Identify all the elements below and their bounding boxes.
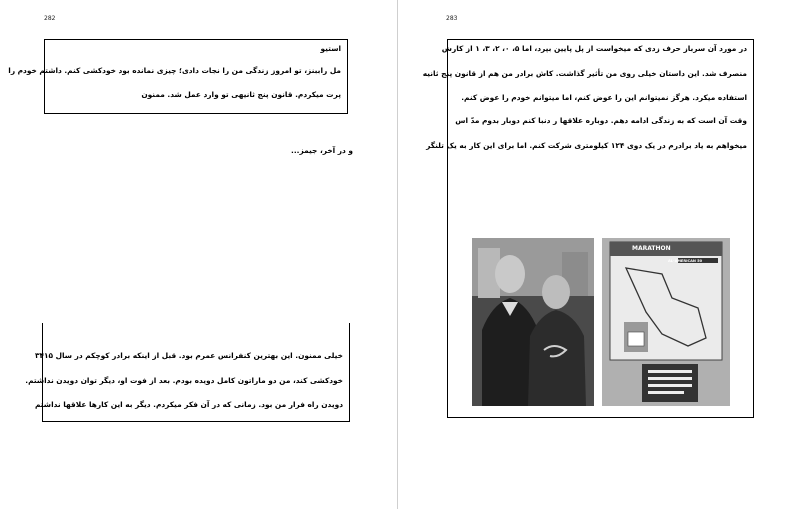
page-number: 283 xyxy=(446,15,458,22)
quote-box-steve xyxy=(8,39,348,114)
box-line: وقت آن است که به زندگی ادامه دهم. دوباره علاقها ر دنبا کنم دوبار بدوم مدّ اس xyxy=(455,116,747,125)
box-line: منصرف شد. این داستان خیلی روی من تأثیر گذاشت. کاش برادر من هم از قانون پنج ثانیه xyxy=(422,69,747,78)
photo-marathon-poster xyxy=(602,238,730,406)
photo-two-men xyxy=(472,238,594,406)
box-line: میخواهم به یاد برادرم در یک دوی ۱۲۴ کیلومتری شرکت کنم. اما برای این کار به یک تلنگر xyxy=(426,141,747,150)
box-line: استیو xyxy=(320,44,341,53)
page-number: 282 xyxy=(44,15,56,22)
quote-box-james xyxy=(25,323,350,422)
poster-subtitle: AL-AMERICAN 50 xyxy=(668,259,703,263)
box-line: خودکشی کند، من دو ماراتون کامل دویده بودم. بعد از فوت او، دیگر توان دویدن نداشتم. xyxy=(25,376,343,385)
box-line: دویدن راه فرار من بود. زمانی که در آن فکر میکردم. دیگر به این کارها علاقها نداشتم xyxy=(34,400,343,409)
box-line: مل راببنز، تو امروز زندگی من را نجات دادی؛ چیزی نمانده بود خودکشی کنم. داشتم خودم را xyxy=(8,66,341,75)
quote-box-continued xyxy=(422,39,754,418)
box-line: استفاده میکرد. هرگز نمیتوانم این را عوض کنم، اما میتوانم خودم را عوض کنم. xyxy=(461,93,747,102)
poster-title: MARATHON xyxy=(632,245,671,252)
box-line: در مورد آن سرباز حرف زدی که میخواست از پل پایین بپرد، اما ۵، ۰، ۲، ۳، ۱ از کارش xyxy=(441,44,747,53)
box-line: پرت میکردم. قانون پنج ثانیهی تو وارد عمل شد. ممنون xyxy=(141,90,341,99)
middle-text: و در آخر، جیمز... xyxy=(291,146,353,155)
box-line: خیلی ممنون. این بهترین کنفرانس عمرم بود. قبل از اینکه برادر کوچکم در سال ۳۴۱۵ xyxy=(34,351,343,360)
right-page xyxy=(398,0,796,509)
